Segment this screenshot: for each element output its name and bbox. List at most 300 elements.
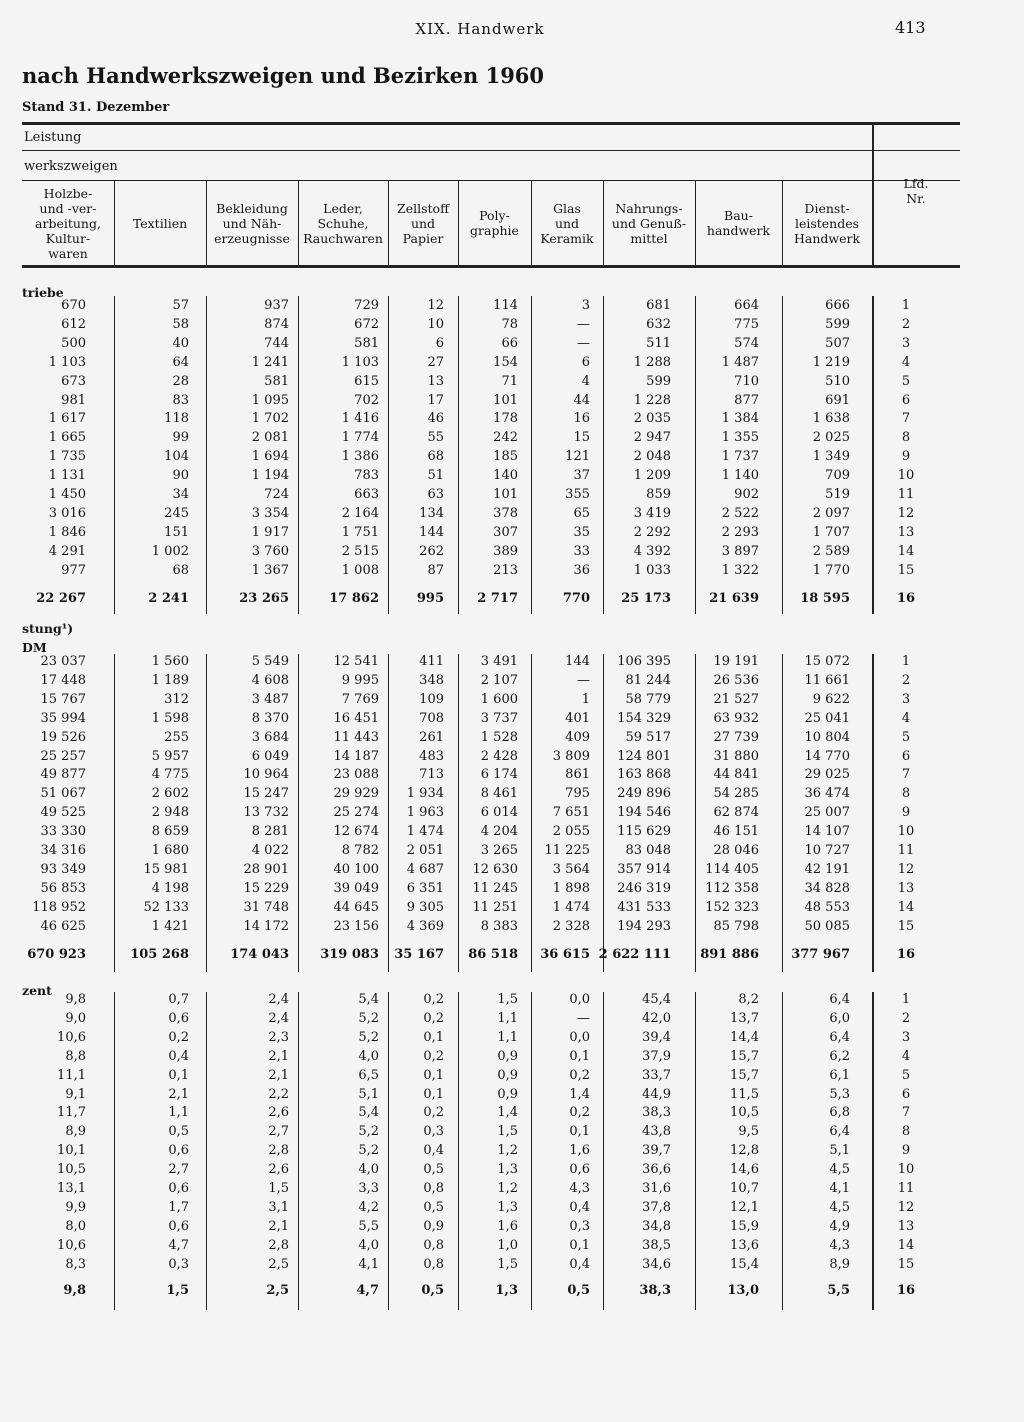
row-number: 11 xyxy=(897,843,915,858)
table-cell: 151 xyxy=(164,525,189,540)
table-cell: 1 xyxy=(581,692,590,707)
table-cell: 87 xyxy=(427,563,444,578)
table-cell: 4,5 xyxy=(829,1200,850,1215)
table-cell: 6,5 xyxy=(358,1068,379,1083)
table-cell: 68 xyxy=(427,449,444,464)
row-number: 3 xyxy=(901,1030,911,1045)
table-cell: 1 219 xyxy=(812,355,850,370)
table-cell: 71 xyxy=(501,374,518,389)
table-cell: 1,5 xyxy=(497,1124,518,1139)
table-cell: 7 769 xyxy=(341,692,379,707)
table-cell: 8 370 xyxy=(251,711,289,726)
table-cell: 2 055 xyxy=(552,824,590,839)
row-number: 5 xyxy=(901,1068,911,1083)
table-cell: 8 782 xyxy=(341,843,379,858)
table-cell: 1 228 xyxy=(633,393,671,408)
table-cell: 2,8 xyxy=(268,1143,289,1158)
table-cell: 2,1 xyxy=(268,1219,289,1234)
table-cell: 6,4 xyxy=(829,1030,850,1045)
table-cell: 0,9 xyxy=(497,1087,518,1102)
table-cell: 6 xyxy=(581,355,590,370)
table-cell: 36,6 xyxy=(642,1162,671,1177)
table-row xyxy=(0,393,1024,412)
table-cell: 1 474 xyxy=(406,824,444,839)
table-cell: 2 428 xyxy=(480,749,518,764)
table-cell: 45,4 xyxy=(642,992,671,1007)
table-cell: 4 291 xyxy=(48,544,86,559)
table-cell: 10,1 xyxy=(57,1143,86,1158)
table-cell: — xyxy=(577,317,590,332)
table-cell: 8 281 xyxy=(251,824,289,839)
table-cell: 2,2 xyxy=(268,1087,289,1102)
table-cell: 10 964 xyxy=(243,767,289,782)
table-cell: 1,2 xyxy=(497,1143,518,1158)
table-cell: 174 043 xyxy=(230,947,289,962)
table-cell: 1 474 xyxy=(552,900,590,915)
table-cell: 163 868 xyxy=(617,767,671,782)
table-cell: 50 085 xyxy=(804,919,850,934)
table-row xyxy=(0,468,1024,487)
table-cell: 81 244 xyxy=(625,673,671,688)
table-cell: 710 xyxy=(734,374,759,389)
table-cell: 3 xyxy=(581,298,590,313)
table-cell: 261 xyxy=(419,730,444,745)
table-cell: 2,5 xyxy=(268,1257,289,1272)
table-cell: 3 564 xyxy=(552,862,590,877)
table-cell: 702 xyxy=(354,393,379,408)
table-cell: 0,5 xyxy=(423,1200,444,1215)
table-row xyxy=(0,374,1024,393)
table-cell: 59 517 xyxy=(625,730,671,745)
table-cell: 23 156 xyxy=(333,919,379,934)
table-cell: 152 323 xyxy=(705,900,759,915)
table-cell: 519 xyxy=(825,487,850,502)
table-cell: 34 828 xyxy=(804,881,850,896)
table-cell: 10 804 xyxy=(804,730,850,745)
table-cell: 357 914 xyxy=(617,862,671,877)
total-row xyxy=(0,947,1024,966)
table-row xyxy=(0,1105,1024,1124)
table-row xyxy=(0,843,1024,862)
row-number: 6 xyxy=(901,1087,911,1102)
table-cell: 3 487 xyxy=(251,692,289,707)
table-cell: 19 191 xyxy=(713,654,759,669)
table-cell: 2,6 xyxy=(268,1162,289,1177)
column-divider xyxy=(531,180,532,266)
table-cell: 981 xyxy=(61,393,86,408)
table-cell: 0,4 xyxy=(423,1143,444,1158)
table-cell: 859 xyxy=(646,487,671,502)
column-header: Poly- graphie xyxy=(470,208,519,238)
table-cell: 154 329 xyxy=(617,711,671,726)
row-number: 1 xyxy=(901,992,911,1007)
table-cell: 1 934 xyxy=(406,786,444,801)
table-cell: 581 xyxy=(264,374,289,389)
table-cell: 0,2 xyxy=(168,1030,189,1045)
table-cell: 2 948 xyxy=(151,805,189,820)
table-cell: 66 xyxy=(501,336,518,351)
table-cell: 599 xyxy=(646,374,671,389)
table-cell: 10,5 xyxy=(730,1105,759,1120)
table-cell: 1,1 xyxy=(497,1011,518,1026)
table-cell: 0,5 xyxy=(421,1283,444,1298)
table-cell: 877 xyxy=(734,393,759,408)
table-cell: 44 645 xyxy=(333,900,379,915)
table-cell: 9 622 xyxy=(812,692,850,707)
table-cell: 12 674 xyxy=(333,824,379,839)
table-cell: 0,4 xyxy=(569,1200,590,1215)
table-cell: 55 xyxy=(427,430,444,445)
column-divider xyxy=(603,180,604,266)
table-cell: 663 xyxy=(354,487,379,502)
table-cell: 511 xyxy=(646,336,671,351)
table-cell: 13 732 xyxy=(243,805,289,820)
table-cell: 13 xyxy=(427,374,444,389)
table-cell: 3 491 xyxy=(480,654,518,669)
table-row xyxy=(0,1068,1024,1087)
table-cell: 4,2 xyxy=(358,1200,379,1215)
table-cell: 44,9 xyxy=(642,1087,671,1102)
table-cell: 681 xyxy=(646,298,671,313)
table-row xyxy=(0,730,1024,749)
table-cell: 6,4 xyxy=(829,1124,850,1139)
table-cell: 23 265 xyxy=(239,591,289,606)
table-cell: 15 981 xyxy=(143,862,189,877)
table-cell: 4 775 xyxy=(151,767,189,782)
table-cell: 4,7 xyxy=(356,1283,379,1298)
table-cell: 5 957 xyxy=(151,749,189,764)
table-cell: 319 083 xyxy=(320,947,379,962)
row-number: 14 xyxy=(897,544,915,559)
table-cell: 8 461 xyxy=(480,786,518,801)
table-cell: 4,3 xyxy=(829,1238,850,1253)
table-cell: 3 809 xyxy=(552,749,590,764)
table-cell: 39,7 xyxy=(642,1143,671,1158)
table-cell: 0,1 xyxy=(569,1124,590,1139)
table-cell: 2,7 xyxy=(268,1124,289,1139)
row-number: 8 xyxy=(901,1124,911,1139)
table-cell: 691 xyxy=(825,393,850,408)
row-number: 13 xyxy=(897,1219,915,1234)
table-cell: 2 292 xyxy=(633,525,671,540)
header-label-werkszweigen: werkszweigen xyxy=(24,159,118,174)
table-cell: 37,9 xyxy=(642,1049,671,1064)
table-row xyxy=(0,711,1024,730)
table-cell: 1,6 xyxy=(569,1143,590,1158)
row-number: 13 xyxy=(897,525,915,540)
table-cell: — xyxy=(577,1011,590,1026)
table-cell: 1,4 xyxy=(569,1087,590,1102)
table-cell: 114 405 xyxy=(705,862,759,877)
table-cell: 4,1 xyxy=(829,1181,850,1196)
table-cell: 11 245 xyxy=(472,881,518,896)
row-number: 10 xyxy=(897,824,915,839)
table-cell: 431 533 xyxy=(617,900,671,915)
table-cell: 1,1 xyxy=(497,1030,518,1045)
table-cell: 49 525 xyxy=(40,805,86,820)
table-cell: 4 xyxy=(581,374,590,389)
table-cell: 0,9 xyxy=(497,1049,518,1064)
column-header: Dienst- leistendes Handwerk xyxy=(793,200,861,246)
table-cell: 0,1 xyxy=(569,1238,590,1253)
table-cell: 8,9 xyxy=(829,1257,850,1272)
table-cell: 0,0 xyxy=(569,992,590,1007)
row-number: 8 xyxy=(901,430,911,445)
row-number: 15 xyxy=(897,1257,915,1272)
table-row xyxy=(0,692,1024,711)
table-cell: 4,1 xyxy=(358,1257,379,1272)
column-divider xyxy=(782,180,783,266)
table-cell: 29 929 xyxy=(333,786,379,801)
table-cell: 112 358 xyxy=(705,881,759,896)
table-cell: 1,4 xyxy=(497,1105,518,1120)
table-row xyxy=(0,1238,1024,1257)
row-number: 13 xyxy=(897,881,915,896)
section-label: stung¹) xyxy=(22,621,74,636)
table-cell: 1 288 xyxy=(633,355,671,370)
table-cell: 63 xyxy=(427,487,444,502)
table-cell: 2 035 xyxy=(633,411,671,426)
table-cell: 2 522 xyxy=(721,506,759,521)
table-cell: 861 xyxy=(565,767,590,782)
table-cell: 11 443 xyxy=(333,730,379,745)
table-cell: 58 xyxy=(172,317,189,332)
table-cell: 3 016 xyxy=(48,506,86,521)
table-row xyxy=(0,654,1024,673)
table-row xyxy=(0,1257,1024,1276)
table-cell: 58 779 xyxy=(625,692,671,707)
table-cell: 3,3 xyxy=(358,1181,379,1196)
table-cell: 28 901 xyxy=(243,862,289,877)
table-cell: 134 xyxy=(419,506,444,521)
table-cell: 3 354 xyxy=(251,506,289,521)
table-cell: 977 xyxy=(61,563,86,578)
table-cell: 2,1 xyxy=(268,1049,289,1064)
table-cell: 12 630 xyxy=(472,862,518,877)
table-cell: 2,4 xyxy=(268,1011,289,1026)
table-cell: 19 526 xyxy=(40,730,86,745)
table-cell: 14,4 xyxy=(730,1030,759,1045)
table-cell: 0,9 xyxy=(497,1068,518,1083)
table-cell: 0,6 xyxy=(168,1011,189,1026)
table-cell: 1 737 xyxy=(721,449,759,464)
table-cell: 90 xyxy=(172,468,189,483)
column-divider xyxy=(695,180,696,266)
table-cell: 12 541 xyxy=(333,654,379,669)
row-number: 15 xyxy=(897,563,915,578)
table-cell: 1 103 xyxy=(48,355,86,370)
row-number: 4 xyxy=(901,711,911,726)
table-cell: 15,9 xyxy=(730,1219,759,1234)
table-row xyxy=(0,563,1024,582)
table-cell: 1 103 xyxy=(341,355,379,370)
table-cell: 15 229 xyxy=(243,881,289,896)
table-cell: 348 xyxy=(419,673,444,688)
table-cell: 1 209 xyxy=(633,468,671,483)
table-cell: 3 265 xyxy=(480,843,518,858)
table-cell: 3 897 xyxy=(721,544,759,559)
table-cell: 713 xyxy=(419,767,444,782)
table-cell: 483 xyxy=(419,749,444,764)
table-cell: 246 319 xyxy=(617,881,671,896)
column-divider xyxy=(458,180,459,266)
table-cell: 37 xyxy=(573,468,590,483)
table-cell: 2,5 xyxy=(266,1283,289,1298)
table-cell: 63 932 xyxy=(713,711,759,726)
table-cell: 1,3 xyxy=(497,1200,518,1215)
row-number: 16 xyxy=(896,1283,916,1298)
table-cell: 507 xyxy=(825,336,850,351)
table-cell: 37,8 xyxy=(642,1200,671,1215)
table-cell: 1 560 xyxy=(151,654,189,669)
table-cell: 0,5 xyxy=(423,1162,444,1177)
table-cell: 8 659 xyxy=(151,824,189,839)
table-cell: 709 xyxy=(825,468,850,483)
table-cell: 0,6 xyxy=(168,1143,189,1158)
table-cell: 15 072 xyxy=(804,654,850,669)
lfd-divider xyxy=(872,122,874,266)
table-cell: 770 xyxy=(562,591,590,606)
table-cell: 1,3 xyxy=(495,1283,518,1298)
table-cell: 0,0 xyxy=(569,1030,590,1045)
table-cell: 632 xyxy=(646,317,671,332)
table-cell: 8,9 xyxy=(65,1124,86,1139)
table-cell: 64 xyxy=(172,355,189,370)
table-cell: 0,4 xyxy=(569,1257,590,1272)
table-cell: 5,4 xyxy=(358,992,379,1007)
table-cell: 42 191 xyxy=(804,862,850,877)
table-cell: 389 xyxy=(493,544,518,559)
table-cell: 29 025 xyxy=(804,767,850,782)
table-cell: 0,2 xyxy=(569,1068,590,1083)
table-cell: 40 xyxy=(172,336,189,351)
table-cell: 1 487 xyxy=(721,355,759,370)
table-cell: 0,3 xyxy=(569,1219,590,1234)
table-cell: 23 037 xyxy=(40,654,86,669)
table-row xyxy=(0,824,1024,843)
table-cell: 16 xyxy=(573,411,590,426)
table-cell: 9,5 xyxy=(738,1124,759,1139)
table-cell: 255 xyxy=(164,730,189,745)
table-cell: 1,1 xyxy=(168,1105,189,1120)
table-cell: 4,5 xyxy=(829,1162,850,1177)
table-cell: 12,8 xyxy=(730,1143,759,1158)
table-cell: 8,8 xyxy=(65,1049,86,1064)
table-row xyxy=(0,1124,1024,1143)
table-cell: 178 xyxy=(493,411,518,426)
table-cell: 1 194 xyxy=(251,468,289,483)
row-number: 7 xyxy=(901,767,911,782)
table-cell: 409 xyxy=(565,730,590,745)
table-cell: 0,6 xyxy=(569,1162,590,1177)
table-cell: 46 xyxy=(427,411,444,426)
table-cell: 25 007 xyxy=(804,805,850,820)
table-cell: 5,5 xyxy=(358,1219,379,1234)
table-cell: 3,1 xyxy=(268,1200,289,1215)
table-cell: — xyxy=(577,673,590,688)
table-cell: 0,1 xyxy=(423,1030,444,1045)
table-cell: 52 133 xyxy=(143,900,189,915)
table-row xyxy=(0,525,1024,544)
table-cell: 1 140 xyxy=(721,468,759,483)
table-cell: 6,2 xyxy=(829,1049,850,1064)
table-title: nach Handwerkszweigen und Bezirken 1960 xyxy=(22,63,545,88)
table-cell: 1 421 xyxy=(151,919,189,934)
table-cell: 11 251 xyxy=(472,900,518,915)
table-row xyxy=(0,1087,1024,1106)
table-cell: 46 151 xyxy=(713,824,759,839)
table-row xyxy=(0,1200,1024,1219)
table-cell: 1 189 xyxy=(151,673,189,688)
table-cell: 109 xyxy=(419,692,444,707)
table-cell: 378 xyxy=(493,506,518,521)
table-cell: 1 702 xyxy=(251,411,289,426)
table-cell: 3 737 xyxy=(480,711,518,726)
row-number: 12 xyxy=(897,862,915,877)
table-cell: 36 615 xyxy=(540,947,590,962)
table-cell: 25 173 xyxy=(621,591,671,606)
table-cell: 9,1 xyxy=(65,1087,86,1102)
table-cell: 1 680 xyxy=(151,843,189,858)
table-cell: 1 095 xyxy=(251,393,289,408)
table-cell: 31,6 xyxy=(642,1181,671,1196)
table-cell: 15 767 xyxy=(40,692,86,707)
table-cell: 5,2 xyxy=(358,1143,379,1158)
row-number: 1 xyxy=(901,654,911,669)
table-cell: 4 369 xyxy=(406,919,444,934)
table-cell: 1 707 xyxy=(812,525,850,540)
table-cell: 10,7 xyxy=(730,1181,759,1196)
column-header: Bau- handwerk xyxy=(706,208,771,238)
table-cell: 5,2 xyxy=(358,1030,379,1045)
table-cell: 5,3 xyxy=(829,1087,850,1102)
table-cell: 1,5 xyxy=(497,992,518,1007)
table-cell: 1 774 xyxy=(341,430,379,445)
table-cell: 4,0 xyxy=(358,1049,379,1064)
table-cell: 2 241 xyxy=(148,591,189,606)
row-number: 5 xyxy=(901,374,911,389)
table-cell: 891 886 xyxy=(700,947,759,962)
table-cell: 144 xyxy=(565,654,590,669)
table-cell: 13,1 xyxy=(57,1181,86,1196)
table-cell: 4,9 xyxy=(829,1219,850,1234)
table-cell: 8,2 xyxy=(738,992,759,1007)
table-cell: 13,7 xyxy=(730,1011,759,1026)
table-cell: 5,1 xyxy=(358,1087,379,1102)
table-cell: 86 518 xyxy=(468,947,518,962)
table-cell: 39,4 xyxy=(642,1030,671,1045)
row-number: 3 xyxy=(901,692,911,707)
table-cell: 242 xyxy=(493,430,518,445)
row-number: 9 xyxy=(901,1143,911,1158)
table-cell: 48 553 xyxy=(804,900,850,915)
table-cell: 25 041 xyxy=(804,711,850,726)
table-cell: 744 xyxy=(264,336,289,351)
table-cell: 9,8 xyxy=(65,992,86,1007)
table-cell: 27 739 xyxy=(713,730,759,745)
table-cell: 154 xyxy=(493,355,518,370)
table-row xyxy=(0,919,1024,938)
table-cell: 0,6 xyxy=(168,1219,189,1234)
table-row xyxy=(0,749,1024,768)
table-cell: 34,8 xyxy=(642,1219,671,1234)
row-number: 14 xyxy=(897,1238,915,1253)
table-cell: 31 748 xyxy=(243,900,289,915)
section-sublabel: DM xyxy=(22,640,47,655)
table-row xyxy=(0,786,1024,805)
table-cell: 35 xyxy=(573,525,590,540)
row-number: 2 xyxy=(901,673,911,688)
